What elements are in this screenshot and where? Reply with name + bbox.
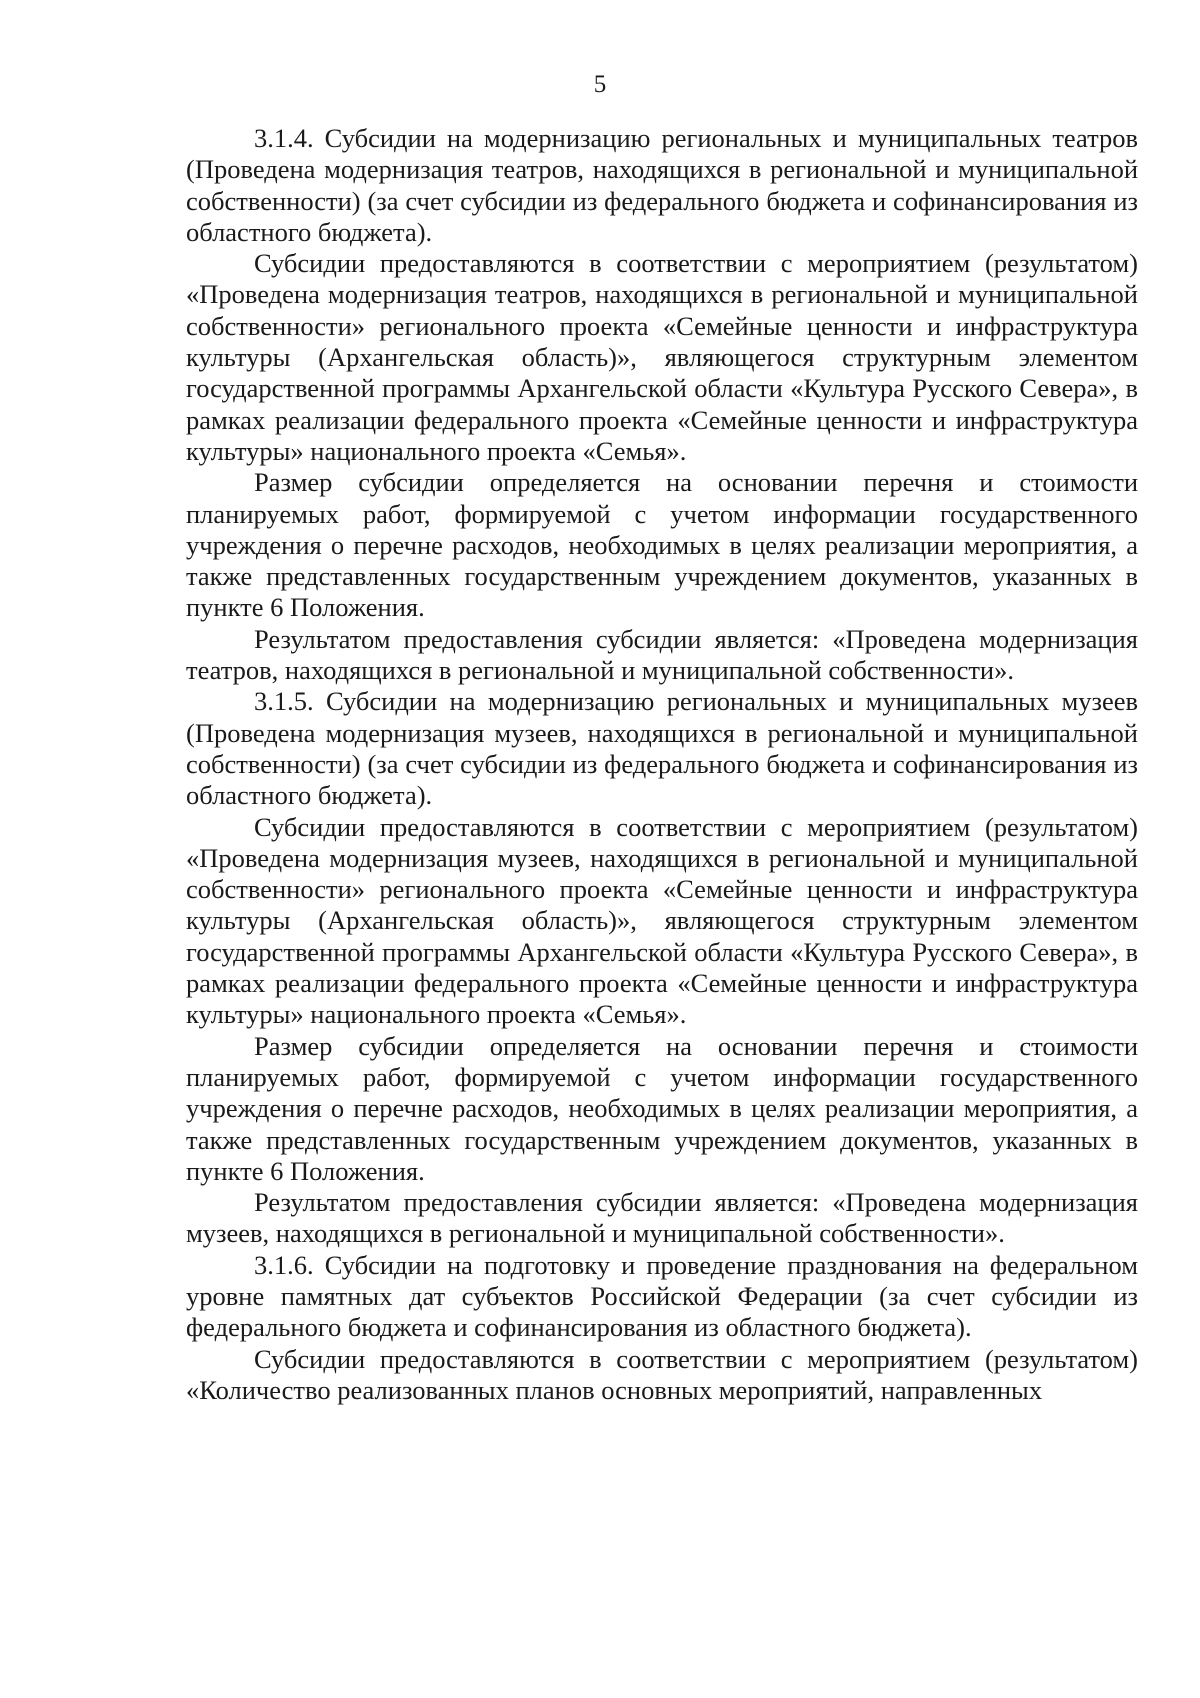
paragraph-3-1-6-basis: Субсидии предоставляются в соответствии с мероприятием (результатом) «Количество реализованных планов основных мероприятий, направленных [186, 1343, 1138, 1405]
paragraph-3-1-6-heading: 3.1.6. Субсидии на подготовку и проведение празднования на федеральном уровне памятных дат субъектов Российской Федерации (за счет субсидии из федерального бюджета и софинансирования из областного бюджета). [186, 1249, 1138, 1343]
paragraph-3-1-5-basis: Субсидии предоставляются в соответствии с мероприятием (результатом) «Проведена модернизация музеев, находящихся в региональной и муниципальной собственности» регионального проекта «Семейные ценности и инфраструктура культуры (Архангельская область)», являющегося структурным элементом государственной программы Архангельской области «Культура Русского Севера», в рамках реализации федерального проекта «Семейные ценности и инфраструктура культуры» национального проекта «Семья». [186, 811, 1138, 1030]
document-body [186, 123, 1138, 1406]
paragraph-3-1-4-heading: 3.1.4. Субсидии на модернизацию региональных и муниципальных театров (Проведена модернизация театров, находящихся в региональной и муниципальной собственности) (за счет субсидии из федерального бюджета и софинансирования из областного бюджета). [186, 123, 1138, 247]
page-number: 5 [593, 71, 607, 98]
paragraph-3-1-5-amount: Размер субсидии определяется на основании перечня и стоимости планируемых работ, формируемой с учетом информации государственного учреждения о перечне расходов, необходимых в целях реализации мероприятия, а также представленных государственным учреждением документов, указанных в пункте 6 Положения. [186, 1030, 1138, 1186]
paragraph-3-1-5-heading: 3.1.5. Субсидии на модернизацию региональных и муниципальных музеев (Проведена модернизация музеев, находящихся в региональной и муниципальной собственности) (за счет субсидии из федерального бюджета и софинансирования из областного бюджета). [186, 686, 1138, 811]
paragraph-3-1-4-amount: Размер субсидии определяется на основании перечня и стоимости планируемых работ, формируемой с учетом информации государственного учреждения о перечне расходов, необходимых в целях реализации мероприятия, а также представленных государственным учреждением документов, указанных в пункте 6 Положения. [186, 467, 1138, 623]
paragraph-3-1-4-result: Результатом предоставления субсидии является: «Проведена модернизация театров, находящихся в региональной и муниципальной собственности». [186, 623, 1138, 686]
paragraph-3-1-4-basis: Субсидии предоставляются в соответствии с мероприятием (результатом) «Проведена модернизация театров, находящихся в региональной и муниципальной собственности» регионального проекта «Семейные ценности и инфраструктура культуры (Архангельская область)», являющегося структурным элементом государственной программы Архангельской области «Культура Русского Севера», в рамках реализации федерального проекта «Семейные ценности и инфраструктура культуры» национального проекта «Семья». [186, 248, 1138, 466]
paragraph-3-1-5-result: Результатом предоставления субсидии является: «Проведена модернизация музеев, находящихся в региональной и муниципальной собственности». [186, 1187, 1138, 1249]
